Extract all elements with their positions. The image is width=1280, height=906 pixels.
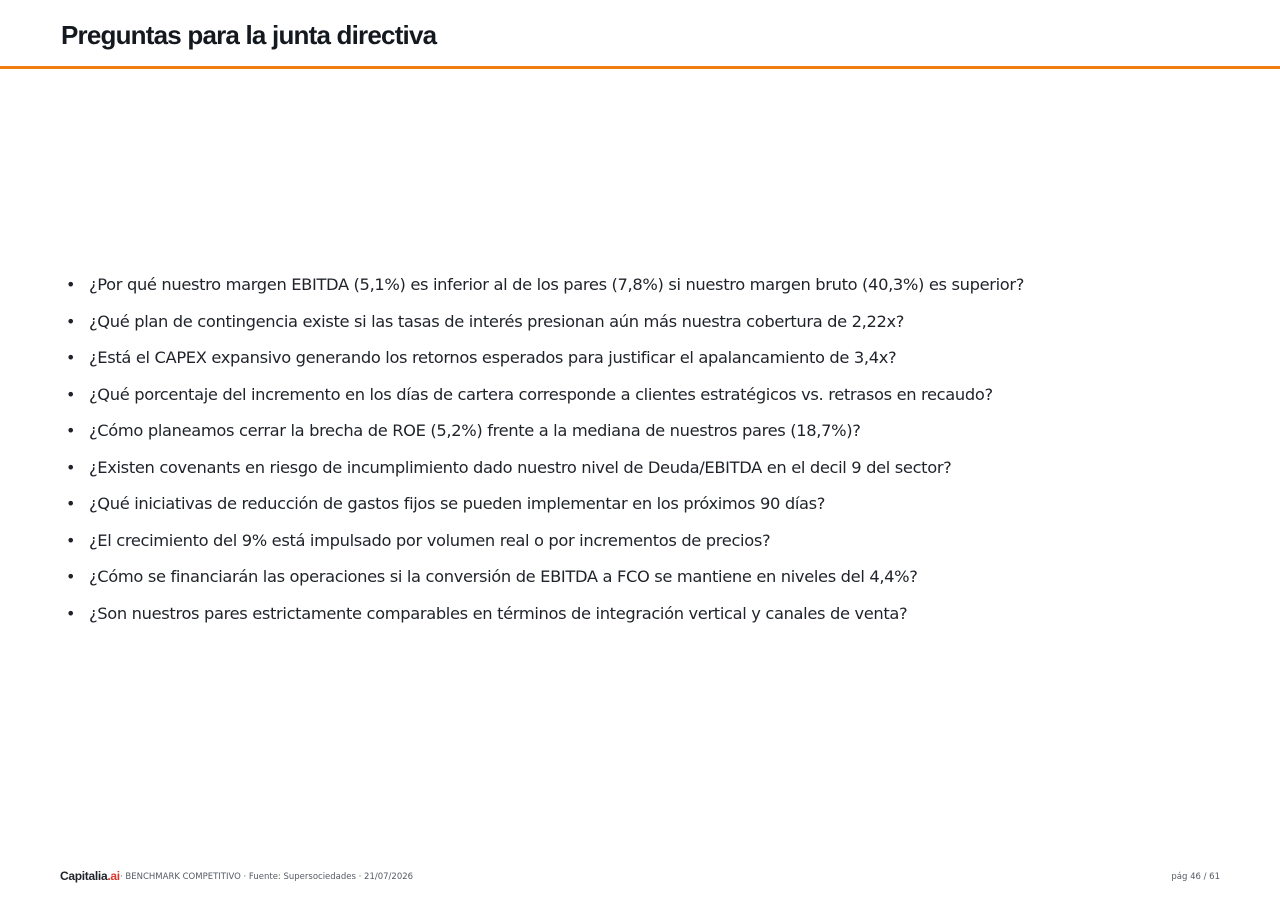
question-text: ¿El crecimiento del 9% está impulsado por volumen real o por incrementos de precios? <box>89 530 771 550</box>
question-text: ¿Por qué nuestro margen EBITDA (5,1%) es inferior al de los pares (7,8%) si nuestro margen bruto (40,3%) es superior? <box>89 275 1024 294</box>
list-item <box>66 272 1256 309</box>
bullet-icon: • <box>66 348 76 367</box>
bullet-icon: • <box>66 603 76 623</box>
page-title: Preguntas para la junta directiva <box>61 20 437 50</box>
question-text: ¿Qué porcentaje del incremento en los días de cartera corresponde a clientes estratégicos vs. retrasos en recaudo? <box>89 384 993 404</box>
list-item <box>66 455 1256 492</box>
bullet-icon: • <box>66 494 76 513</box>
bullet-icon: • <box>66 275 76 294</box>
list-item <box>66 564 1256 601</box>
question-text: ¿Cómo planeamos cerrar la brecha de ROE (5,2%) frente a la mediana de nuestros pares (18,7%)? <box>89 421 861 440</box>
list-item <box>66 491 1256 528</box>
list-item <box>66 601 1256 638</box>
bullet-icon: • <box>66 457 76 477</box>
footer-meta: · BENCHMARK COMPETITIVO · Fuente: Supersociedades · 21/07/2026 <box>120 872 414 882</box>
page-footer <box>60 868 1220 886</box>
bullet-icon: • <box>66 384 76 404</box>
list-item <box>66 418 1256 455</box>
brand-logo <box>60 869 120 883</box>
list-item <box>66 382 1256 419</box>
question-text: ¿Existen covenants en riesgo de incumplimiento dado nuestro nivel de Deuda/EBITDA en el decil 9 del sector? <box>89 457 952 477</box>
question-list <box>66 272 1256 637</box>
question-text: ¿Qué plan de contingencia existe si las tasas de interés presionan aún más nuestra cobertura de 2,22x? <box>89 311 905 331</box>
question-text: ¿Está el CAPEX expansivo generando los retornos esperados para justificar el apalancamiento de 3,4x? <box>89 348 897 367</box>
question-text: ¿Qué iniciativas de reducción de gastos fijos se pueden implementar en los próximos 90 días? <box>89 494 826 513</box>
question-text: ¿Cómo se financiarán las operaciones si la conversión de EBITDA a FCO se mantiene en niveles del 4,4%? <box>89 567 918 586</box>
list-item <box>66 309 1256 346</box>
bullet-icon: • <box>66 530 76 550</box>
list-item <box>66 345 1256 382</box>
bullet-icon: • <box>66 421 76 440</box>
page-number: pág 46 / 61 <box>1171 872 1220 882</box>
question-text: ¿Son nuestros pares estrictamente comparables en términos de integración vertical y canales de venta? <box>89 603 908 623</box>
brand-suffix: .ai <box>107 869 120 883</box>
page-header <box>0 0 1280 69</box>
bullet-icon: • <box>66 311 76 331</box>
list-item <box>66 528 1256 565</box>
brand-name: Capitalia <box>60 869 108 883</box>
bullet-icon: • <box>66 567 76 586</box>
